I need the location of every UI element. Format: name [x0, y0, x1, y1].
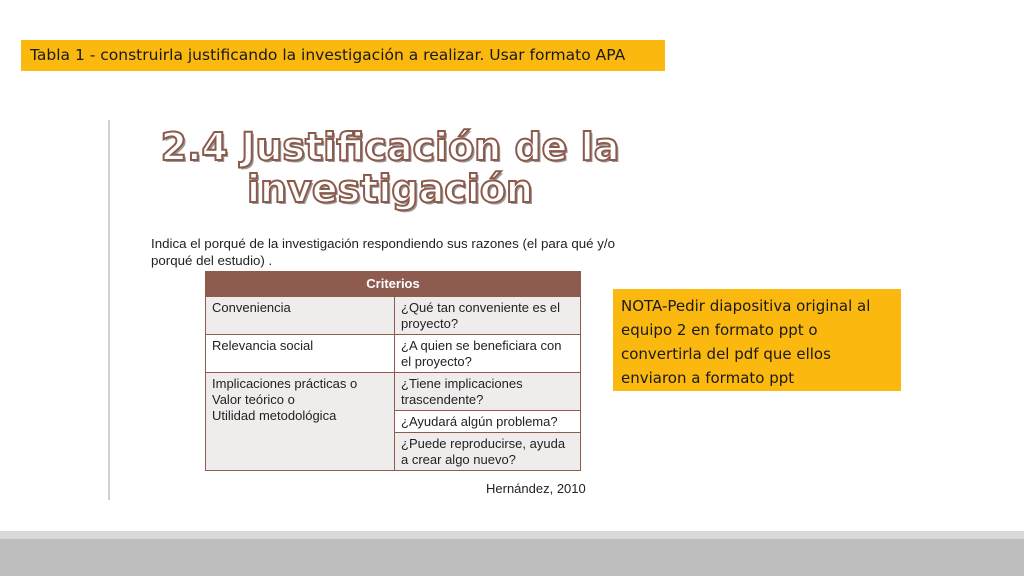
criteria-table [205, 271, 581, 471]
slide-title-line-2: investigación [247, 167, 533, 211]
question-cell: ¿Qué tan conveniente es el proyecto? [395, 297, 581, 335]
table-row [206, 297, 581, 335]
note-box: NOTA-Pedir diapositiva original al equipo 2 en formato ppt o convertirla del pdf que ellos enviaron a formato ppt [613, 289, 901, 391]
table-row [206, 373, 581, 411]
footer-top-stripe [0, 531, 1024, 539]
slide-title [150, 126, 630, 210]
criterion-line: Utilidad metodológica [212, 408, 337, 423]
question-cell: ¿Tiene implicaciones trascendente? [395, 373, 581, 411]
slide-left-divider [108, 120, 110, 500]
reference-citation: Hernández, 2010 [486, 481, 586, 496]
slide-intro-text: Indica el porqué de la investigación respondiendo sus razones (el para qué y/o porqué del estudio) . [151, 236, 615, 268]
question-cell: ¿Ayudará algún problema? [395, 411, 581, 433]
criterion-line: Implicaciones prácticas o [212, 376, 358, 391]
slide-title-line-1: 2.4 Justificación de la [160, 125, 620, 169]
criterion-cell: Relevancia social [206, 335, 395, 373]
criterion-cell: Conveniencia [206, 297, 395, 335]
instruction-banner: Tabla 1 - construirla justificando la investigación a realizar. Usar formato APA [21, 40, 665, 71]
criterion-cell [206, 373, 395, 471]
table-row [206, 335, 581, 373]
question-cell: ¿Puede reproducirse, ayuda a crear algo nuevo? [395, 433, 581, 471]
criteria-table-header: Criterios [206, 271, 581, 297]
question-cell: ¿A quien se beneficiara con el proyecto? [395, 335, 581, 373]
criterion-line: Valor teórico o [212, 392, 295, 407]
